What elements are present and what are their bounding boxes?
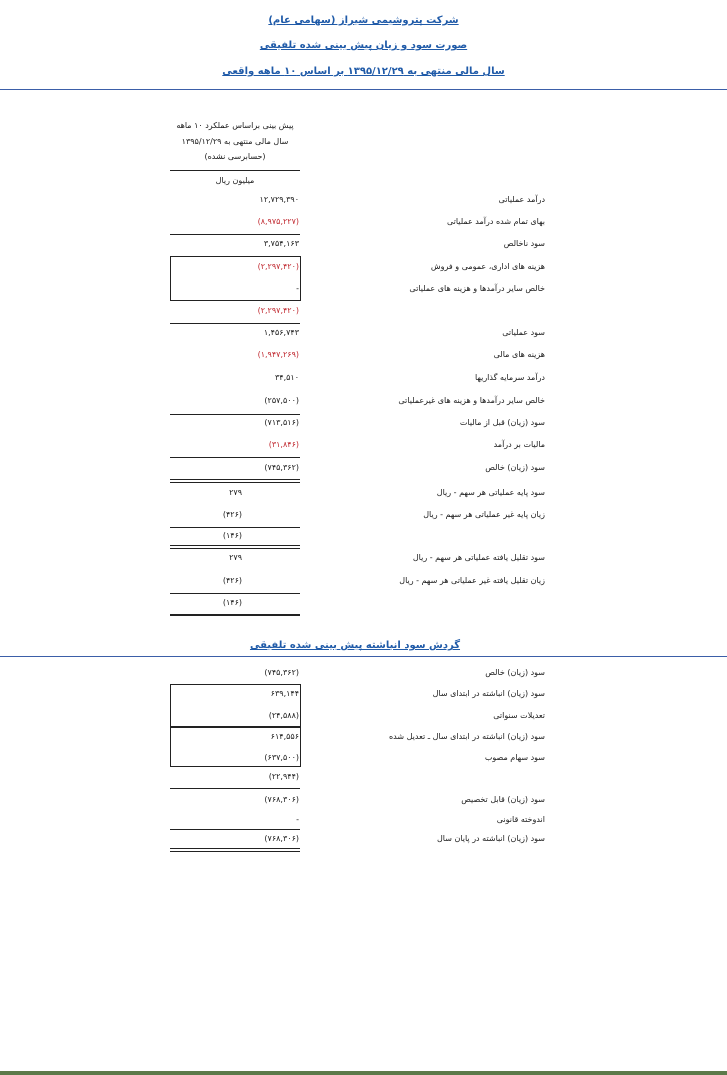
row-label: هزینه های اداری، عمومی و فروش <box>430 262 545 271</box>
subtotal-value: (۱۴۶) <box>222 531 242 540</box>
row-value: (۷۱۳,۵۱۶) <box>264 418 299 427</box>
row-label: سود (زیان) قابل تخصیص <box>461 795 545 804</box>
row-label: سود عملیاتی <box>502 328 545 337</box>
row-label: درآمد عملیاتی <box>498 195 545 204</box>
row-value: (۳۱,۸۴۶) <box>268 440 299 449</box>
row-value: (۱,۹۴۷,۲۶۹) <box>257 350 299 359</box>
row-label: سود (زیان) انباشته در پایان سال <box>436 834 545 843</box>
header-divider <box>0 89 727 90</box>
row-value: (۲۴,۵۸۸) <box>268 711 299 720</box>
total-rule-top <box>170 479 300 480</box>
subtotal-value: (۲۲,۹۴۴) <box>268 772 299 781</box>
row-label: سود (زیان) انباشته در ابتدای سال <box>432 689 545 698</box>
subtotal-value: (۲,۲۹۷,۴۲۰) <box>257 306 299 315</box>
row-label: سود (زیان) خالص <box>485 463 545 472</box>
subtotal-rule <box>170 414 300 415</box>
unit-label: میلیون ریال <box>215 176 255 185</box>
subtotal-value: (۱۴۶) <box>222 598 242 607</box>
column-header-line1: پیش بینی براساس عملکرد ۱۰ ماهه <box>176 121 294 130</box>
subtotal-rule <box>170 593 300 594</box>
row-value: (۴۲۶) <box>222 576 242 585</box>
row-label: زیان تقلیل یافته غیر عملیاتی هر سهم - ریال <box>399 576 545 585</box>
period-title: سال مالی منتهی به ۱۳۹۵/۱۲/۲۹ بر اساس ۱۰ ماهه واقعی <box>222 66 505 77</box>
row-value: ۳,۷۵۴,۱۶۳ <box>263 239 299 248</box>
row-value: - <box>296 284 299 293</box>
row-value: ۱۲,۷۲۹,۳۹۰ <box>259 195 299 204</box>
total-rule-bottom <box>170 482 300 483</box>
row-label: سود سهام مصوب <box>484 753 545 762</box>
subtotal-rule <box>170 829 300 830</box>
row-label: خالص سایر درآمدها و هزینه های عملیاتی <box>409 284 545 293</box>
column-header-rule <box>170 170 300 171</box>
row-label: اندوخته قانونی <box>496 815 545 824</box>
row-label: سود ناخالص <box>503 239 545 248</box>
subtotal-rule <box>170 457 300 458</box>
row-value: (۷۴۵,۳۶۲) <box>264 668 299 677</box>
statement-title: صورت سود و زیان پیش بینی شده تلفیقی <box>259 40 468 51</box>
row-value: ۶۳۹,۱۴۴ <box>270 689 299 698</box>
total-rule-thick <box>170 614 300 616</box>
bottom-bar <box>0 1071 727 1075</box>
row-value: (۴۲۶) <box>222 510 242 519</box>
row-label: سود (زیان) انباشته در ابتدای سال ـ تعدیل شده <box>388 732 545 741</box>
row-value: ۲۷۹ <box>229 488 242 497</box>
row-value: ۳۴,۵۱۰ <box>274 373 299 382</box>
row-label: هزینه های مالی <box>493 350 545 359</box>
row-label: خالص سایر درآمدها و هزینه های غیرعملیاتی <box>398 396 545 405</box>
row-value: (۲۵۷,۵۰۰) <box>264 396 299 405</box>
retained-earnings-title: گردش سود انباشته پیش بینی شده تلفیقی <box>249 640 461 651</box>
subtotal-rule <box>170 527 300 528</box>
column-header-line3: (حسابرسی نشده) <box>204 152 266 161</box>
row-label: زیان پایه غیر عملیاتی هر سهم - ریال <box>423 510 545 519</box>
row-value: (۲,۲۹۷,۴۲۰) <box>257 262 299 271</box>
row-label: سود (زیان) قبل از مالیات <box>459 418 545 427</box>
row-value: (۶۳۷,۵۰۰) <box>264 753 299 762</box>
row-label: تعدیلات سنواتی <box>493 711 545 720</box>
row-value: (۷۶۸,۳۰۶) <box>264 834 299 843</box>
subtotal-rule <box>170 323 300 324</box>
total-rule-bottom <box>170 851 300 852</box>
row-value: (۸,۹۷۵,۲۲۷) <box>257 217 299 226</box>
row-value: - <box>296 815 299 824</box>
column-header-line2: سال مالی منتهی به ۱۳۹۵/۱۲/۲۹ <box>181 137 289 146</box>
row-label: سود (زیان) خالص <box>485 668 545 677</box>
row-label: سود پایه عملیاتی هر سهم - ریال <box>436 488 545 497</box>
row-label: سود تقلیل یافته عملیاتی هر سهم - ریال <box>412 553 545 562</box>
row-value: (۷۴۵,۳۶۲) <box>264 463 299 472</box>
row-value: ۶۱۴,۵۵۶ <box>270 732 299 741</box>
subtotal-rule <box>170 788 300 789</box>
row-label: درآمد سرمایه گذاریها <box>474 373 545 382</box>
row-value: (۷۶۸,۳۰۶) <box>264 795 299 804</box>
total-rule-top <box>170 848 300 849</box>
company-title: شرکت پتروشیمی شیراز (سهامی عام) <box>268 15 459 26</box>
row-value: ۱,۴۵۶,۷۴۳ <box>263 328 299 337</box>
retained-divider <box>0 656 727 657</box>
total-rule-top <box>170 545 300 546</box>
row-value: ۲۷۹ <box>229 553 242 562</box>
row-label: مالیات بر درآمد <box>493 440 545 449</box>
total-rule-bottom <box>170 548 300 549</box>
subtotal-rule <box>170 234 300 235</box>
row-label: بهای تمام شده درآمد عملیاتی <box>446 217 545 226</box>
